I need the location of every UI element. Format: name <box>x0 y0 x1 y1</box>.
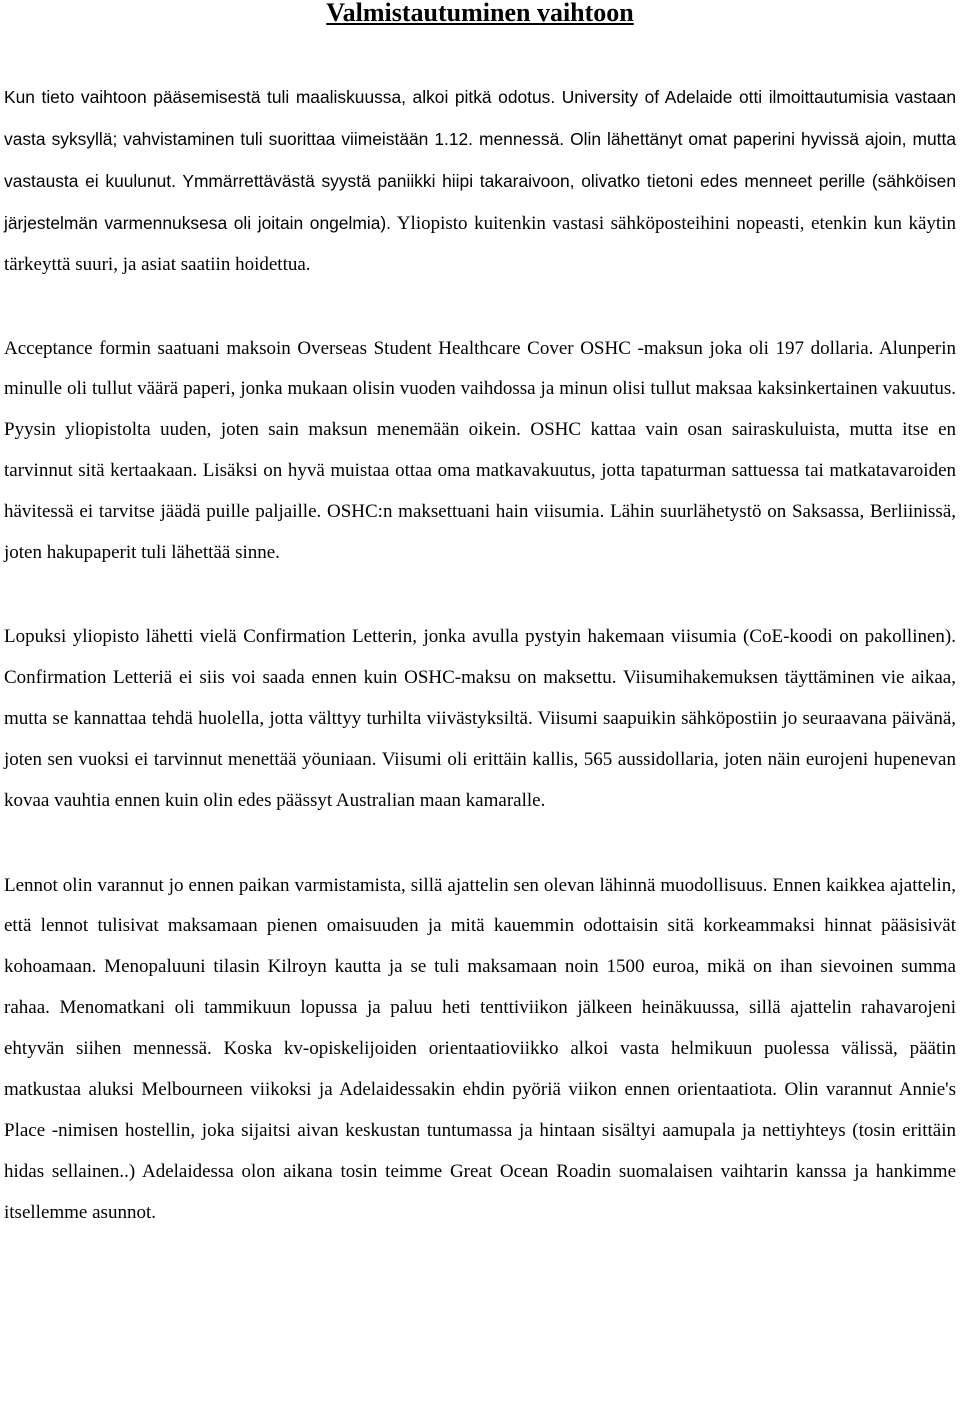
paragraph-lead-text: Kun tieto vaihtoon pääsemisestä tuli maaliskuussa, alkoi pitkä odotus. University of Adelaide otti ilmoittautumisia vastaan vasta syksyllä; vahvistaminen tuli suorittaa viimeistään 1.12. mennessä. Olin lähettänyt omat paperini hyvissä ajoin, mutta vastausta ei kuulunut. Ymmärrettävästä syystä paniikki hiipi takaraivoon, olivatko tietoni edes menneet perille (sähköisen järjestelmän varmennuksesa oli joitain ongelmia). <box>4 87 956 233</box>
paragraph-body-text: Acceptance formin saatuani maksoin Overseas Student Healthcare Cover OSHC -maksun joka oli 197 dollaria. Alunperin minulle oli tullut väärä paperi, jonka mukaan olisin vuoden vaihdossa ja minun olisi tullut maksaa kaksinkertainen vakuutus. Pyysin yliopistolta uuden, joten sain maksun menemään oikein. OSHC kattaa vain osan sairaskuluista, mutta itse en tarvinnut sitä kertaakaan. Lisäksi on hyvä muistaa ottaa oma matkavakuutus, jotta tapaturman sattuessa tai matkatavaroiden hävitessä ei tarvitse jäädä puille paljaille. OSHC:n maksettuani hain viisumia. Lähin suurlähetystö on Saksassa, Berliinissä, joten hakupaperit tuli lähettää sinne. <box>4 337 956 564</box>
paragraph-body-text: Lennot olin varannut jo ennen paikan varmistamista, sillä ajattelin sen olevan lähinnä muodollisuus. Ennen kaikkea ajattelin, että lennot tulisivat maksamaan pienen omaisuuden ja mitä kauemmin odottaisin sitä korkeammaksi hinnat pääsisivät kohoamaan. Menopaluuni tilasin Kilroyn kautta ja se tuli maksamaan noin 1500 euroa, mikä on ihan sievoinen summa rahaa. Menomatkani oli tammikuun lopussa ja paluu heti tenttiviikon jälkeen heinäkuussa, sillä ajattelin rahavarojeni ehtyvän siihen mennessä. Koska kv-opiskelijoiden orientaatioviikko alkoi vasta helmikuun puolessa välissä, päätin matkustaa aluksi Melbourneen viikoksi ja Adelaidessakin ehdin pyöriä viikon ennen orientaatiota. Olin varannut Annie's Place -nimisen hostellin, joka sijaitsi aivan keskustan tuntumassa ja hintaan sisältyi aamupala ja nettiyhteys (tosin erittäin hidas sellainen..) Adelaidessa olon aikana tosin teimme Great Ocean Roadin suomalaisen vaihtarin kanssa ja hankimme itsellemme asunnot. <box>4 874 956 1223</box>
paragraph-flights <box>4 866 956 1234</box>
document-title: Valmistautuminen vaihtoon <box>326 0 634 27</box>
paragraph-insurance <box>4 329 956 574</box>
paragraph-application-wait <box>4 77 956 286</box>
paragraph-body-text: Yliopisto kuitenkin vastasi sähköposteihini nopeasti, etenkin kun käytin tärkeyttä suuri, ja asiat saatiin hoidettua. <box>4 212 956 275</box>
paragraph-visa <box>4 617 956 822</box>
paragraph-body-text: Lopuksi yliopisto lähetti vielä Confirmation Letterin, jonka avulla pystyin hakemaan viisumia (CoE-koodi on pakollinen). Confirmation Letteriä ei siis voi saada ennen kuin OSHC-maksu on maksettu. Viisumihakemuksen täyttäminen vie aikaa, mutta se kannattaa tehdä huolella, jotta välttyy turhilta viivästyksiltä. Viisumi saapuikin sähköpostiin jo seuraavana päivänä, joten sen vuoksi ei tarvinnut menettää yöuniaan. Viisumi oli erittäin kallis, 565 aussidollaria, joten näin eurojeni hupenevan kovaa vauhtia ennen kuin olin edes päässyt Australian maan kamaralle. <box>4 625 956 811</box>
document-page <box>4 0 956 1234</box>
